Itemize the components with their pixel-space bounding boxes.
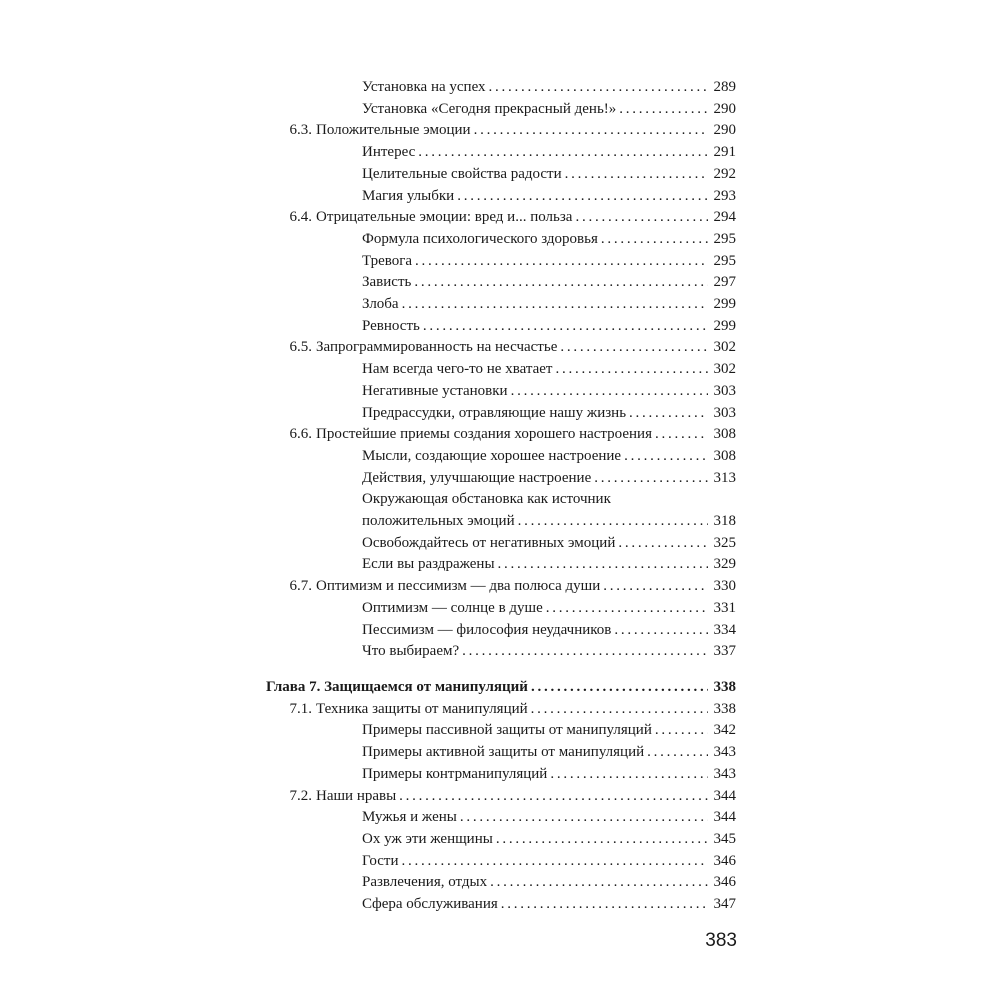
toc-page-number: 303 xyxy=(713,404,736,421)
dot-leader xyxy=(546,598,708,620)
toc-page-number: 329 xyxy=(713,556,736,573)
dot-leader xyxy=(565,164,708,186)
toc-entry-title: Формула психологического здоровья xyxy=(362,230,598,247)
dot-leader xyxy=(511,381,708,403)
toc-entry-title: Пессимизм — философия неудачников xyxy=(362,621,612,638)
table-of-contents xyxy=(266,77,736,916)
dot-leader xyxy=(614,620,708,642)
toc-entry-title: Окружающая обстановка как источник xyxy=(362,491,611,508)
page-number: 383 xyxy=(705,930,737,951)
toc-page-number: 347 xyxy=(713,896,736,913)
toc-subsection-entry xyxy=(266,872,736,894)
toc-page-number: 308 xyxy=(713,426,736,443)
dot-leader xyxy=(423,316,708,338)
toc-page-number: 292 xyxy=(713,165,736,182)
toc-page-number: 338 xyxy=(713,678,736,695)
toc-page-number: 318 xyxy=(713,513,736,530)
dot-leader xyxy=(618,533,708,555)
toc-page-number: 334 xyxy=(713,621,736,638)
dot-leader xyxy=(498,554,708,576)
dot-leader xyxy=(531,699,708,721)
toc-entry-title: Примеры пассивной защиты от манипуляций xyxy=(362,722,652,739)
toc-entry-title: Отрицательные эмоции: вред и... польза xyxy=(316,209,573,226)
toc-page-number: 290 xyxy=(713,122,736,139)
toc-subsection-entry xyxy=(266,142,736,164)
toc-section-entry xyxy=(266,120,736,142)
toc-entry-title: Освобождайтесь от негативных эмоций xyxy=(362,534,616,551)
dot-leader xyxy=(501,894,708,916)
dot-leader xyxy=(489,77,708,99)
toc-subsection-entry xyxy=(266,359,736,381)
toc-section-number: 6.7. xyxy=(289,578,312,595)
toc-entry-title: Глава 7. Защищаемся от манипуляций xyxy=(266,678,528,695)
toc-page-number: 302 xyxy=(713,339,736,356)
toc-subsection-entry xyxy=(266,851,736,873)
toc-section-entry xyxy=(266,699,736,721)
toc-subsection-entry xyxy=(266,294,736,316)
toc-subsection-entry xyxy=(266,598,736,620)
toc-section-number: 7.1. xyxy=(289,700,312,717)
dot-leader xyxy=(496,829,708,851)
dot-leader xyxy=(555,359,708,381)
toc-subsection-entry xyxy=(266,468,736,490)
toc-page-number: 299 xyxy=(713,296,736,313)
toc-subsection-entry xyxy=(266,720,736,742)
toc-subsection-entry xyxy=(266,186,736,208)
toc-page-number: 330 xyxy=(713,578,736,595)
toc-page-number: 346 xyxy=(713,874,736,891)
dot-leader xyxy=(603,576,708,598)
toc-entry-title: Целительные свойства радости xyxy=(362,165,562,182)
toc-subsection-entry xyxy=(266,251,736,273)
toc-subsection-entry xyxy=(266,229,736,251)
toc-subsection-entry xyxy=(266,894,736,916)
toc-entry-title: Мужья и жены xyxy=(362,809,457,826)
dot-leader xyxy=(402,294,708,316)
dot-leader xyxy=(457,186,708,208)
toc-entry-title: Действия, улучшающие настроение xyxy=(362,469,592,486)
toc-section-number: 6.5. xyxy=(289,339,312,356)
toc-subsection-entry xyxy=(266,316,736,338)
toc-section-entry xyxy=(266,576,736,598)
toc-page-number: 313 xyxy=(713,469,736,486)
dot-leader xyxy=(655,720,708,742)
toc-page-number: 291 xyxy=(713,144,736,161)
dot-leader xyxy=(414,272,708,294)
dot-leader xyxy=(560,337,708,359)
toc-section-number: 6.3. xyxy=(289,122,312,139)
toc-subsection-entry xyxy=(266,641,736,663)
dot-leader xyxy=(624,446,708,468)
toc-page-number: 345 xyxy=(713,830,736,847)
toc-subsection-entry xyxy=(266,829,736,851)
toc-subsection-entry xyxy=(266,381,736,403)
toc-entry-title: Примеры контрманипуляций xyxy=(362,765,548,782)
toc-subsection-entry xyxy=(266,77,736,99)
toc-page-number: 325 xyxy=(713,534,736,551)
toc-entry-title: Установка «Сегодня прекрасный день!» xyxy=(362,100,617,117)
toc-section-entry xyxy=(266,337,736,359)
toc-section-number: 7.2. xyxy=(289,787,312,804)
toc-page-number: 342 xyxy=(713,722,736,739)
toc-section-number: 6.4. xyxy=(289,209,312,226)
toc-subsection-entry xyxy=(266,164,736,186)
toc-subsection-entry xyxy=(266,446,736,468)
toc-section-entry xyxy=(266,207,736,229)
toc-subsection-entry xyxy=(266,272,736,294)
toc-entry-title: Предрассудки, отравляющие нашу жизнь xyxy=(362,404,627,421)
toc-entry-title: Техника защиты от манипуляций xyxy=(316,700,528,717)
toc-page-number: 308 xyxy=(713,447,736,464)
toc-page-number: 290 xyxy=(713,100,736,117)
toc-section-entry xyxy=(266,424,736,446)
toc-section-entry xyxy=(266,786,736,808)
toc-entry-title: Негативные установки xyxy=(362,382,508,399)
dot-leader xyxy=(550,764,708,786)
dot-leader xyxy=(531,677,708,699)
dot-leader xyxy=(619,99,708,121)
toc-entry-title: Развлечения, отдых xyxy=(362,874,488,891)
toc-entry-title: Ревность xyxy=(362,317,420,334)
toc-page-number: 299 xyxy=(713,317,736,334)
toc-entry-title: Тревога xyxy=(362,252,413,269)
toc-entry-title-continued: положительных эмоций xyxy=(362,513,515,530)
toc-page-number: 303 xyxy=(713,382,736,399)
toc-entry-title: Простейшие приемы создания хорошего настроения xyxy=(316,426,652,443)
toc-page-number: 294 xyxy=(713,209,736,226)
toc-entry-title: Оптимизм и пессимизм — два полюса души xyxy=(316,578,601,595)
toc-subsection-entry xyxy=(266,403,736,425)
toc-entry-title: Мысли, создающие хорошее настроение xyxy=(362,447,622,464)
toc-subsection-entry xyxy=(266,554,736,576)
toc-entry-title: Запрограммированность на несчастье xyxy=(316,339,558,356)
dot-leader xyxy=(490,872,708,894)
toc-subsection-entry xyxy=(266,742,736,764)
toc-entry-title: Злоба xyxy=(362,296,399,313)
toc-entry-title: Нам всегда чего-то не хватает xyxy=(362,361,553,378)
toc-entry-title: Установка на успех xyxy=(362,79,486,95)
dot-leader xyxy=(399,786,708,808)
toc-page-number: 338 xyxy=(713,700,736,717)
dot-leader xyxy=(575,207,708,229)
dot-leader xyxy=(462,641,708,663)
toc-subsection-entry xyxy=(266,620,736,642)
toc-page-number: 293 xyxy=(713,187,736,204)
toc-entry-title: Интерес xyxy=(362,144,416,161)
dot-leader xyxy=(629,403,708,425)
toc-entry-title: Гости xyxy=(362,852,399,869)
dot-leader xyxy=(594,468,708,490)
toc-entry-title: Ох уж эти женщины xyxy=(362,830,493,847)
toc-subsection-entry xyxy=(266,99,736,121)
dot-leader xyxy=(460,807,708,829)
toc-page-number: 343 xyxy=(713,744,736,761)
toc-chapter-entry xyxy=(266,677,736,699)
toc-page-number: 297 xyxy=(713,274,736,291)
toc-page-number: 295 xyxy=(713,252,736,269)
toc-entry-title: Положительные эмоции xyxy=(316,122,471,139)
toc-entry-title: Примеры активной защиты от манипуляций xyxy=(362,744,645,761)
toc-page-number: 337 xyxy=(713,643,736,660)
dot-leader xyxy=(518,511,708,533)
toc-page-number: 343 xyxy=(713,765,736,782)
toc-entry-title: Если вы раздражены xyxy=(362,556,495,573)
dot-leader xyxy=(655,424,708,446)
toc-page-number: 344 xyxy=(713,787,736,804)
toc-page-number: 295 xyxy=(713,230,736,247)
toc-page-number: 289 xyxy=(713,79,736,95)
toc-page-number: 302 xyxy=(713,361,736,378)
dot-leader xyxy=(647,742,708,764)
dot-leader xyxy=(601,229,708,251)
toc-subsection-entry xyxy=(266,764,736,786)
toc-entry-title: Оптимизм — солнце в душе xyxy=(362,599,543,616)
dot-leader xyxy=(474,120,708,142)
dot-leader xyxy=(401,851,708,873)
toc-subsection-entry xyxy=(266,489,736,532)
toc-page-number: 331 xyxy=(713,599,736,616)
toc-entry-title: Сфера обслуживания xyxy=(362,896,498,913)
toc-entry-title: Что выбираем? xyxy=(362,643,460,660)
dot-leader xyxy=(418,142,708,164)
toc-page-number: 344 xyxy=(713,809,736,826)
toc-subsection-entry xyxy=(266,807,736,829)
toc-entry-title: Магия улыбки xyxy=(362,187,455,204)
toc-entry-title: Зависть xyxy=(362,274,412,291)
toc-entry-title: Наши нравы xyxy=(316,787,397,804)
toc-page-number: 346 xyxy=(713,852,736,869)
toc-section-number: 6.6. xyxy=(289,426,312,443)
toc-subsection-entry xyxy=(266,533,736,555)
dot-leader xyxy=(415,251,708,273)
